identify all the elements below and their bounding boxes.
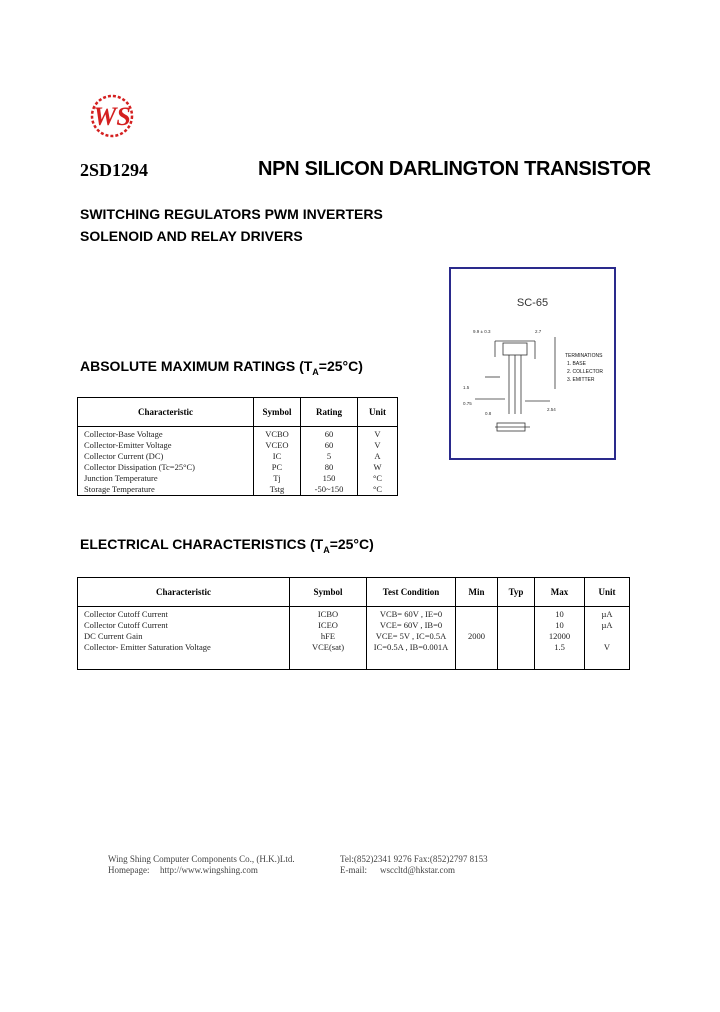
terminal-1: 1. BASE	[567, 361, 586, 367]
column-header: Min	[456, 578, 498, 607]
package-drawing	[455, 319, 610, 444]
cell	[585, 631, 630, 642]
cell: V	[374, 440, 381, 450]
cell: Collector Cutoff Current	[78, 620, 290, 631]
svg-text:0.8: 0.8	[485, 411, 492, 416]
table-row	[78, 631, 630, 642]
cell: PC	[254, 462, 301, 473]
cell: VCEO	[254, 440, 301, 451]
column-header: Characteristic	[78, 398, 254, 427]
svg-text:0.75: 0.75	[463, 401, 472, 406]
cell: ICBO	[290, 607, 367, 621]
cell: W	[373, 462, 382, 472]
cell: Junction Temperature	[78, 473, 254, 484]
elec-table	[77, 577, 630, 670]
cell: 10	[535, 620, 585, 631]
cell: V	[603, 642, 611, 652]
cell: ICEO	[290, 620, 367, 631]
cell	[498, 631, 535, 642]
cell: VCE(sat)	[290, 642, 367, 653]
svg-text:9.9 ± 0.3: 9.9 ± 0.3	[473, 329, 491, 334]
svg-text:WS: WS	[93, 102, 131, 131]
cell: 1.5	[535, 642, 585, 653]
table-row	[78, 427, 398, 441]
cell: 2000	[456, 631, 498, 642]
table-row	[78, 484, 398, 496]
package-outline-box	[449, 267, 616, 460]
cell	[456, 607, 498, 621]
footer-homepage-label: Homepage:	[108, 865, 150, 875]
column-header: Symbol	[290, 578, 367, 607]
cell: Storage Temperature	[78, 484, 254, 496]
abs-max-heading: ABSOLUTE MAXIMUM RATINGS $(T_A=25^\circ C)$	[80, 358, 363, 377]
cell: Tj	[254, 473, 301, 484]
table-row-spacer	[78, 653, 630, 669]
table-header-row	[78, 398, 398, 427]
cell: °C	[372, 484, 383, 494]
footer-tel-fax: Tel:(852)2341 9276 Fax:(852)2797 8153	[340, 854, 488, 864]
svg-text:1.5: 1.5	[463, 385, 470, 390]
cell	[498, 642, 535, 653]
table-header-row	[78, 578, 630, 607]
cell: 60	[301, 440, 358, 451]
table-row	[78, 451, 398, 462]
cell: IC	[254, 451, 301, 462]
cell	[498, 620, 535, 631]
cell: IC=0.5A , IB=0.001A	[367, 642, 456, 653]
cell: 12000	[535, 631, 585, 642]
abs-max-table	[77, 397, 398, 496]
svg-text:2.7: 2.7	[535, 329, 542, 334]
cell: hFE	[290, 631, 367, 642]
table-row	[78, 607, 630, 621]
part-number: 2SD1294	[80, 160, 149, 180]
table-row	[78, 462, 398, 473]
table-row	[78, 440, 398, 451]
package-name: SC-65	[516, 297, 549, 309]
terminations-label: TERMINATIONS	[565, 353, 603, 359]
table-row	[78, 473, 398, 484]
cell: Collector Current (DC)	[78, 451, 254, 462]
cell: Tstg	[254, 484, 301, 496]
column-header: Test Condition	[367, 578, 456, 607]
cell: Collector-Emitter Voltage	[78, 440, 254, 451]
cell: 60	[301, 427, 358, 441]
cell: Collector-Base Voltage	[78, 427, 254, 441]
footer-email-label: E-mail:	[340, 865, 367, 875]
cell: µA	[601, 620, 613, 630]
cell: Collector Cutoff Current	[78, 607, 290, 621]
cell	[498, 607, 535, 621]
terminal-3: 3. EMITTER	[567, 377, 595, 383]
column-header: Max	[535, 578, 585, 607]
cell: Collector- Emitter Saturation Voltage	[78, 642, 290, 653]
cell: 5	[301, 451, 358, 462]
column-header: Rating	[301, 398, 358, 427]
application-line-1: SWITCHING REGULATORS PWM INVERTERS	[80, 206, 383, 222]
cell	[456, 642, 498, 653]
cell: VCE= 60V , IB=0	[367, 620, 456, 631]
elec-heading: ELECTRICAL CHARACTERISTICS $(T_A=25^\circ C)$	[80, 536, 374, 555]
footer-email-link[interactable]: wsccltd@hkstar.com	[380, 865, 456, 875]
cell: A	[374, 451, 381, 461]
footer-homepage-link[interactable]: http://www.wingshing.com	[160, 865, 258, 875]
cell: V	[374, 429, 381, 439]
cell: -50~150	[301, 484, 358, 496]
svg-text:2.54: 2.54	[547, 407, 556, 412]
column-header: Unit	[358, 398, 398, 427]
cell: Collector Dissipation (Tc=25°C)	[78, 462, 254, 473]
cell: 80	[301, 462, 358, 473]
cell: DC Current Gain	[78, 631, 290, 642]
ws-logo	[80, 92, 144, 140]
cell	[456, 620, 498, 631]
column-header: Symbol	[254, 398, 301, 427]
cell: VCBO	[254, 427, 301, 441]
cell: 150	[301, 473, 358, 484]
column-header: Characteristic	[78, 578, 290, 607]
table-row	[78, 620, 630, 631]
table-row	[78, 642, 630, 653]
cell: µA	[601, 609, 613, 619]
application-line-2: SOLENOID AND RELAY DRIVERS	[80, 228, 303, 244]
document-title: NPN SILICON DARLINGTON TRANSISTOR	[258, 158, 651, 180]
cell: °C	[372, 473, 383, 483]
column-header: Typ	[498, 578, 535, 607]
cell: VCB= 60V , IE=0	[367, 607, 456, 621]
cell: 10	[535, 607, 585, 621]
column-header: Unit	[585, 578, 630, 607]
cell: VCE= 5V , IC=0.5A	[367, 631, 456, 642]
footer-company: Wing Shing Computer Components Co., (H.K.)Ltd.	[108, 854, 295, 864]
terminal-2: 2. COLLECTOR	[567, 369, 604, 375]
